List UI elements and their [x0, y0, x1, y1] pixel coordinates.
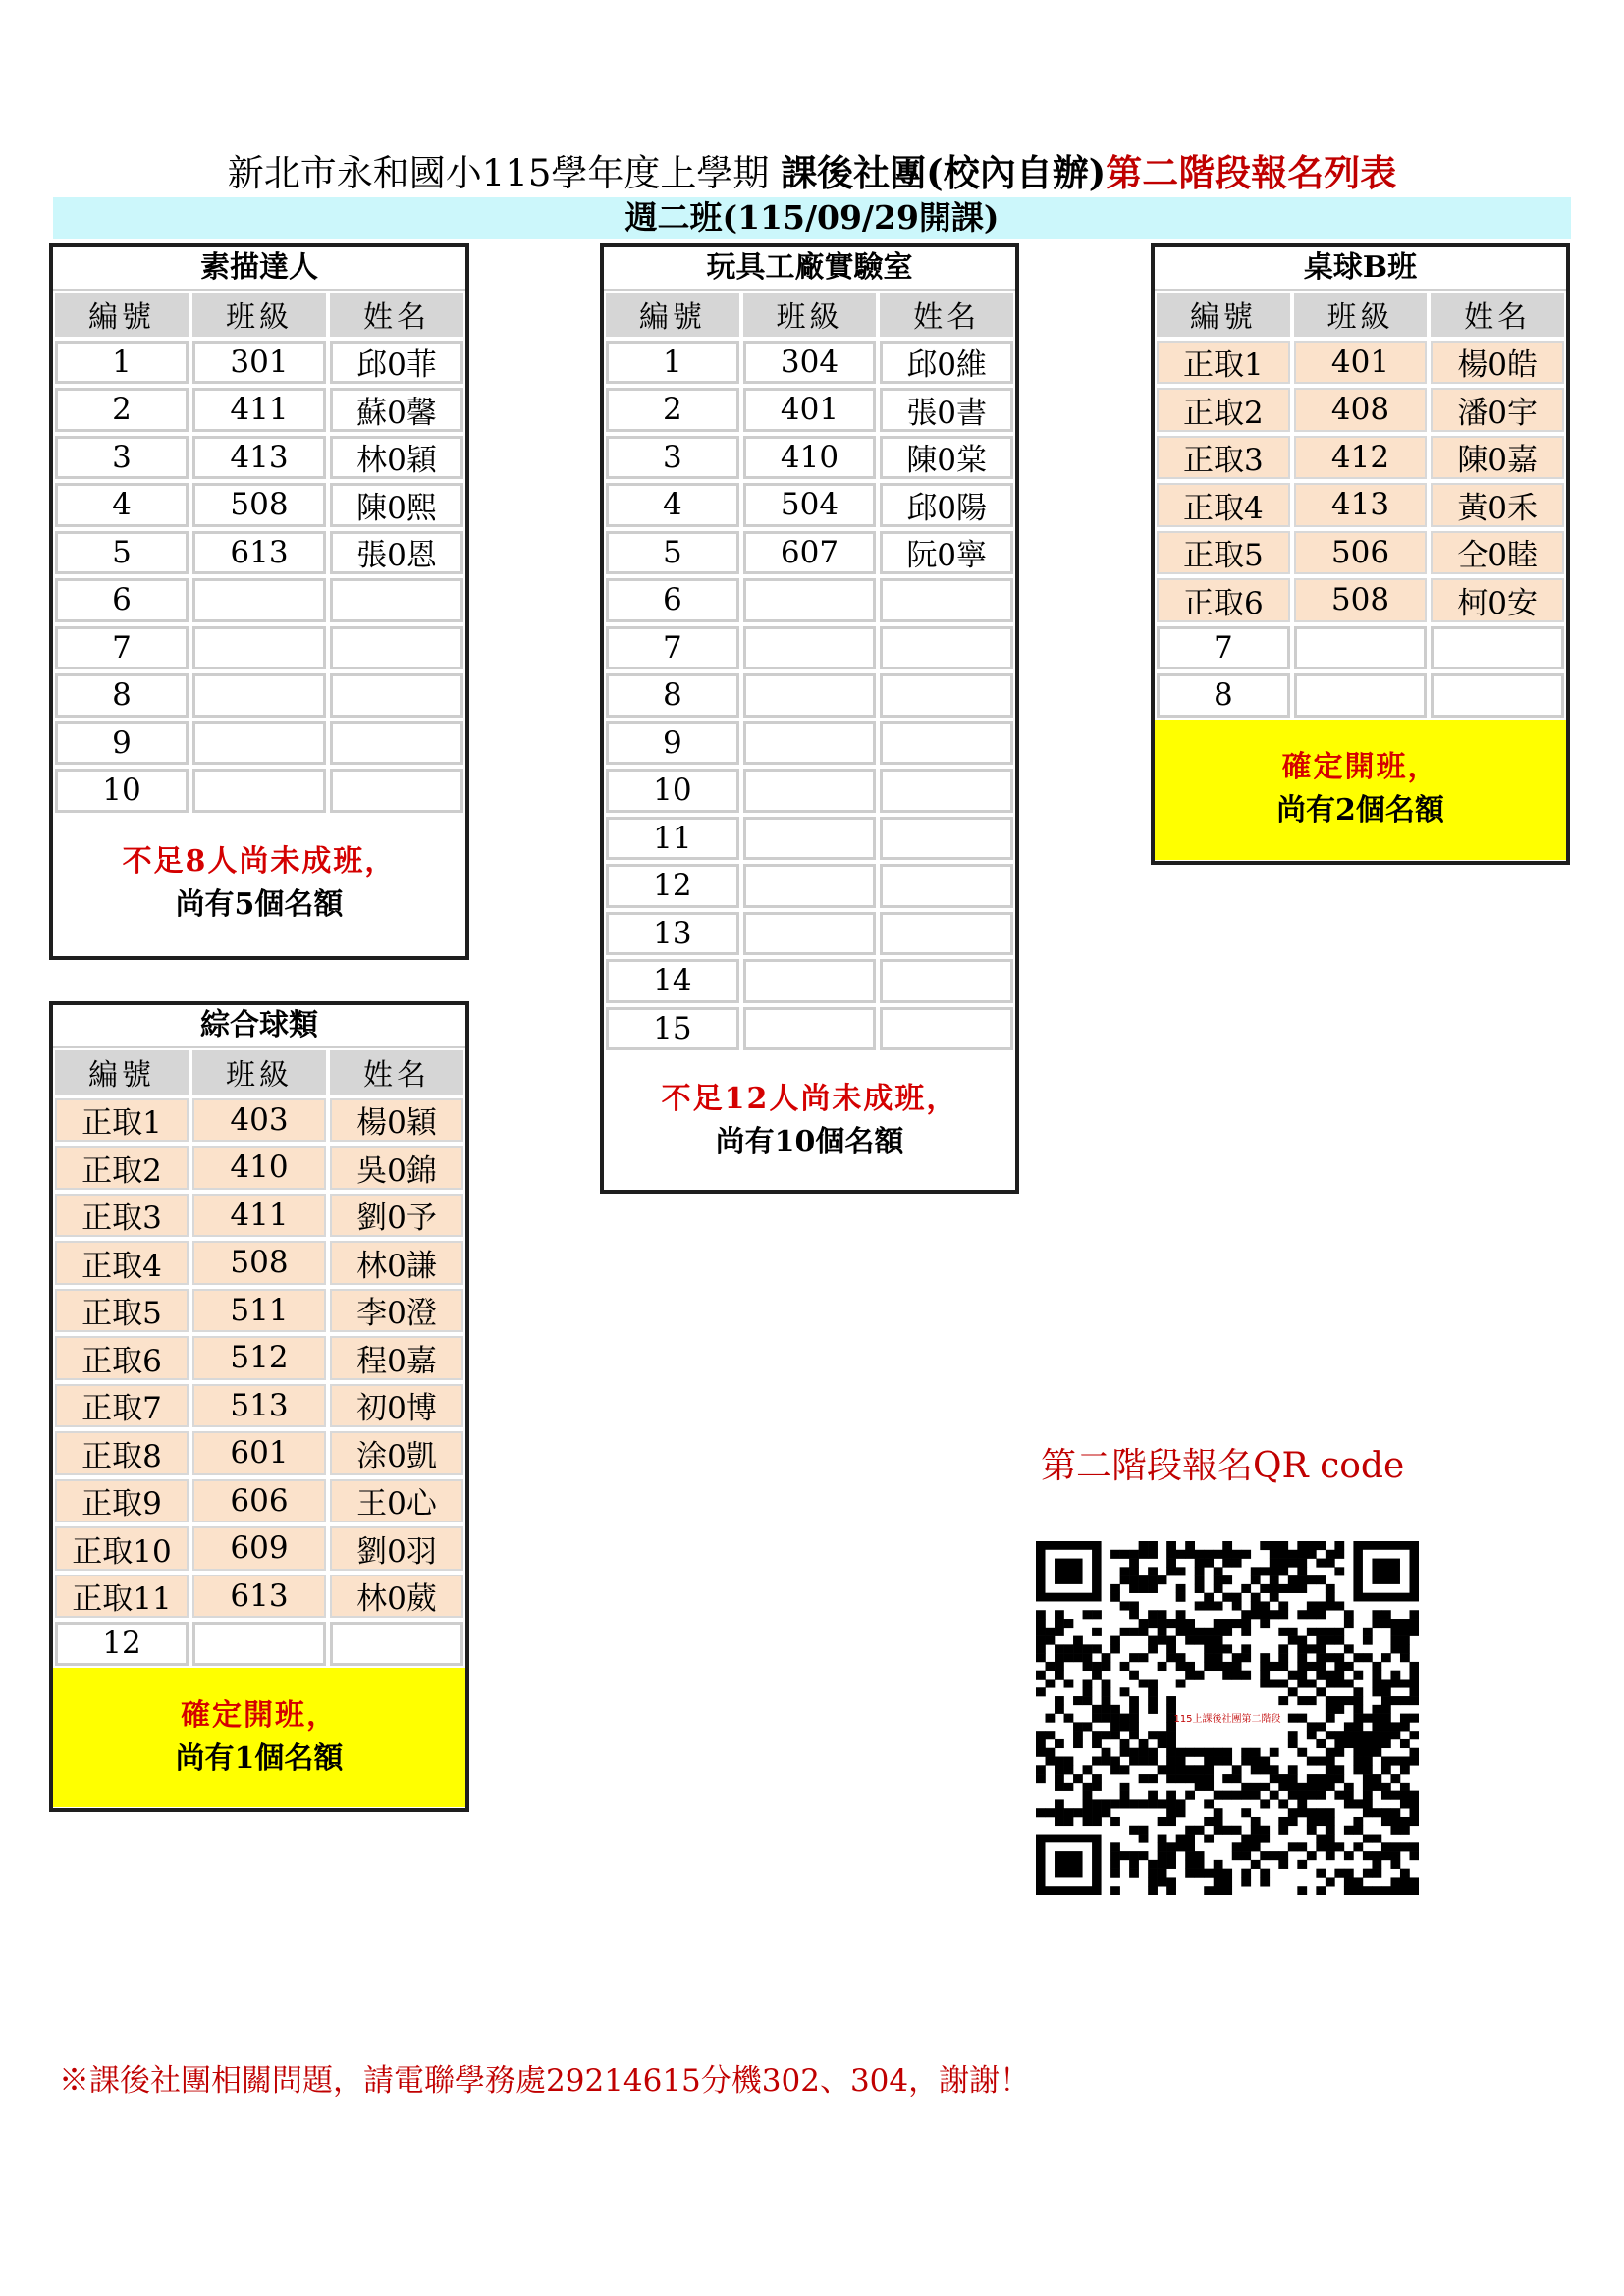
col-id-header: 編號	[55, 1050, 189, 1095]
cell-class: 401	[743, 388, 877, 432]
cell-name: 林0葳	[330, 1575, 463, 1619]
table-row	[1155, 529, 1566, 577]
table-row	[1155, 386, 1566, 434]
cell-id: 正取3	[55, 1194, 189, 1238]
cell-name	[880, 864, 1013, 908]
table-row	[53, 1429, 465, 1477]
cell-name	[880, 578, 1013, 622]
table-row	[1155, 624, 1566, 672]
table-row	[53, 1096, 465, 1145]
col-name-header: 姓名	[330, 293, 463, 337]
table-row	[604, 576, 1015, 624]
cell-name: 邱0陽	[880, 483, 1013, 527]
cell-class	[743, 626, 877, 670]
qr-center-label: 115上課後社團第二階段	[1173, 1714, 1281, 1725]
cell-name	[880, 721, 1013, 766]
cell-id: 7	[606, 626, 739, 670]
cell-id: 正取1	[1157, 341, 1290, 385]
cell-class: 413	[1294, 483, 1428, 527]
status-line-1: 確定開班，	[1281, 750, 1439, 784]
status-line-2: 尚有5個名額	[175, 886, 344, 922]
page-title	[0, 149, 1624, 197]
cell-id: 正取9	[55, 1479, 189, 1523]
cell-class	[192, 626, 326, 670]
cell-id: 正取10	[55, 1526, 189, 1571]
panel-ball	[49, 1001, 469, 1812]
cell-id: 正取2	[55, 1146, 189, 1190]
table-row	[1155, 576, 1566, 624]
cell-name	[880, 959, 1013, 1003]
cell-name: 李0澄	[330, 1289, 463, 1333]
panel-title: 桌球B班	[1155, 247, 1566, 291]
table-row	[604, 1005, 1015, 1053]
cell-class	[743, 769, 877, 813]
table-row	[604, 386, 1015, 434]
cell-class: 304	[743, 341, 877, 385]
cell-class: 607	[743, 531, 877, 575]
cell-class	[743, 864, 877, 908]
cell-name: 張0書	[880, 388, 1013, 432]
cell-name	[330, 673, 463, 718]
cell-id: 9	[55, 721, 189, 766]
col-class-header: 班級	[192, 293, 326, 337]
table-row	[53, 481, 465, 529]
cell-class	[1294, 673, 1428, 718]
cell-id: 正取3	[1157, 436, 1290, 480]
table-row	[53, 671, 465, 720]
cell-class: 301	[192, 341, 326, 385]
cell-id: 8	[1157, 673, 1290, 718]
table-row	[1155, 671, 1566, 720]
cell-class: 504	[743, 483, 877, 527]
table-header-row	[53, 1048, 465, 1096]
cell-name: 王0心	[330, 1479, 463, 1523]
cell-class: 411	[192, 1194, 326, 1238]
cell-name	[330, 626, 463, 670]
cell-class	[1294, 626, 1428, 670]
table-row	[1155, 434, 1566, 482]
roster-table	[604, 291, 1015, 1052]
cell-name: 仝0睦	[1431, 531, 1564, 575]
cell-class: 508	[192, 483, 326, 527]
table-row	[53, 339, 465, 387]
cell-class: 506	[1294, 531, 1428, 575]
cell-class	[192, 578, 326, 622]
cell-class	[743, 1007, 877, 1051]
col-id-header: 編號	[606, 293, 739, 337]
cell-name	[330, 769, 463, 813]
cell-class: 606	[192, 1479, 326, 1523]
cell-id: 4	[606, 483, 739, 527]
cell-id: 正取11	[55, 1575, 189, 1619]
cell-class	[192, 769, 326, 813]
table-row	[604, 339, 1015, 387]
cell-name	[1431, 626, 1564, 670]
cell-id: 正取1	[55, 1098, 189, 1143]
cell-id: 正取5	[55, 1289, 189, 1333]
cell-name: 柯0安	[1431, 578, 1564, 622]
cell-class	[192, 1622, 326, 1666]
cell-id: 正取8	[55, 1431, 189, 1475]
cell-id: 正取6	[55, 1336, 189, 1380]
cell-id: 正取5	[1157, 531, 1290, 575]
cell-id: 4	[55, 483, 189, 527]
cell-id: 正取4	[55, 1241, 189, 1285]
table-row	[53, 386, 465, 434]
cell-name: 邱0維	[880, 341, 1013, 385]
cell-name	[880, 1007, 1013, 1051]
cell-class: 512	[192, 1336, 326, 1380]
status-line-1: 不足12人尚未成班，	[661, 1082, 958, 1116]
cell-class	[743, 817, 877, 861]
panel-sketch	[49, 243, 469, 960]
cell-class	[743, 721, 877, 766]
table-row	[53, 1287, 465, 1335]
cell-class	[743, 673, 877, 718]
status-line-2: 尚有2個名額	[1276, 793, 1444, 828]
cell-name: 程0嘉	[330, 1336, 463, 1380]
cell-name: 蘇0馨	[330, 388, 463, 432]
table-row	[604, 815, 1015, 863]
title-mid: 課後社團(校內自辦)	[781, 151, 1107, 194]
cell-class: 408	[1294, 388, 1428, 432]
cell-name: 楊0皓	[1431, 341, 1564, 385]
table-row	[604, 671, 1015, 720]
cell-name: 潘0宇	[1431, 388, 1564, 432]
cell-name: 劉0予	[330, 1194, 463, 1238]
table-row	[53, 1477, 465, 1525]
roster-table	[53, 291, 465, 815]
cell-id: 8	[55, 673, 189, 718]
col-class-header: 班級	[743, 293, 877, 337]
table-row	[53, 1620, 465, 1668]
status-line-2: 尚有1個名額	[175, 1740, 344, 1776]
panel-pingpong	[1151, 243, 1570, 865]
table-row	[53, 1524, 465, 1573]
cell-name	[330, 578, 463, 622]
status-box	[604, 1052, 1015, 1190]
cell-class: 410	[743, 436, 877, 480]
cell-class: 411	[192, 388, 326, 432]
table-row	[53, 1144, 465, 1192]
cell-name: 陳0嘉	[1431, 436, 1564, 480]
status-line-1: 不足8人尚未成班，	[122, 843, 397, 879]
col-id-header: 編號	[55, 293, 189, 337]
table-row	[53, 1573, 465, 1621]
status-line-2: 尚有10個名額	[715, 1125, 904, 1159]
cell-name	[880, 912, 1013, 956]
cell-name: 陳0熙	[330, 483, 463, 527]
table-row	[53, 1239, 465, 1287]
cell-id: 3	[606, 436, 739, 480]
table-row	[53, 529, 465, 577]
cell-name	[880, 626, 1013, 670]
col-name-header: 姓名	[1431, 293, 1564, 337]
table-row	[604, 957, 1015, 1005]
cell-name: 劉0羽	[330, 1526, 463, 1571]
cell-id: 10	[606, 769, 739, 813]
cell-class: 601	[192, 1431, 326, 1475]
cell-id: 10	[55, 769, 189, 813]
cell-id: 1	[606, 341, 739, 385]
table-row	[604, 767, 1015, 815]
cell-name: 初0博	[330, 1384, 463, 1428]
cell-id: 5	[55, 531, 189, 575]
cell-class	[743, 578, 877, 622]
table-row	[604, 434, 1015, 482]
cell-name: 陳0棠	[880, 436, 1013, 480]
table-row	[53, 767, 465, 815]
cell-name	[880, 673, 1013, 718]
table-row	[604, 910, 1015, 958]
cell-id: 6	[55, 578, 189, 622]
page-subtitle: 週二班(115/09/29開課)	[53, 197, 1571, 239]
qr-code-graphic	[1036, 1541, 1419, 1895]
cell-name: 張0恩	[330, 531, 463, 575]
table-row	[53, 576, 465, 624]
cell-id: 9	[606, 721, 739, 766]
table-row	[1155, 481, 1566, 529]
col-class-header: 班級	[192, 1050, 326, 1095]
panel-title: 素描達人	[53, 247, 465, 291]
table-row	[604, 624, 1015, 672]
table-header-row	[53, 291, 465, 339]
qr-code-image[interactable]	[1036, 1541, 1419, 1895]
cell-class: 508	[192, 1241, 326, 1285]
cell-class: 513	[192, 1384, 326, 1428]
title-suffix: 第二階段報名列表	[1106, 151, 1397, 194]
cell-id: 2	[606, 388, 739, 432]
cell-name: 吳0錦	[330, 1146, 463, 1190]
cell-class: 609	[192, 1526, 326, 1571]
cell-class: 410	[192, 1146, 326, 1190]
status-box	[53, 815, 465, 952]
cell-class: 613	[192, 1575, 326, 1619]
cell-name: 林0穎	[330, 436, 463, 480]
table-row	[53, 1334, 465, 1382]
cell-name: 阮0寧	[880, 531, 1013, 575]
title-prefix: 新北市永和國小115學年度上學期	[227, 152, 770, 194]
cell-id: 12	[606, 864, 739, 908]
table-row	[53, 434, 465, 482]
col-name-header: 姓名	[330, 1050, 463, 1095]
cell-id: 14	[606, 959, 739, 1003]
cell-class: 613	[192, 531, 326, 575]
cell-class: 403	[192, 1098, 326, 1143]
cell-id: 15	[606, 1007, 739, 1051]
cell-class	[192, 673, 326, 718]
cell-id: 正取2	[1157, 388, 1290, 432]
table-row	[53, 1192, 465, 1240]
table-row	[53, 1382, 465, 1430]
col-class-header: 班級	[1294, 293, 1428, 337]
status-box	[1155, 720, 1566, 860]
cell-class	[743, 912, 877, 956]
cell-id: 6	[606, 578, 739, 622]
qr-caption: 第二階段報名QR code	[1041, 1446, 1405, 1486]
cell-id: 5	[606, 531, 739, 575]
cell-id: 13	[606, 912, 739, 956]
cell-name: 黃0禾	[1431, 483, 1564, 527]
cell-class: 412	[1294, 436, 1428, 480]
cell-id: 11	[606, 817, 739, 861]
cell-name	[330, 1622, 463, 1666]
cell-name: 邱0菲	[330, 341, 463, 385]
cell-id: 2	[55, 388, 189, 432]
table-row	[604, 529, 1015, 577]
cell-id: 12	[55, 1622, 189, 1666]
cell-name: 涂0凱	[330, 1431, 463, 1475]
cell-name: 楊0穎	[330, 1098, 463, 1143]
table-row	[53, 624, 465, 672]
cell-id: 正取7	[55, 1384, 189, 1428]
cell-id: 正取6	[1157, 578, 1290, 622]
panel-title: 綜合球類	[53, 1005, 465, 1048]
table-row	[604, 720, 1015, 768]
cell-name	[1431, 673, 1564, 718]
cell-class	[192, 721, 326, 766]
cell-name	[330, 721, 463, 766]
panel-title: 玩具工廠實驗室	[604, 247, 1015, 291]
cell-id: 1	[55, 341, 189, 385]
cell-class	[743, 959, 877, 1003]
roster-table	[1155, 291, 1566, 720]
cell-id: 7	[1157, 626, 1290, 670]
status-box	[53, 1668, 465, 1807]
cell-id: 3	[55, 436, 189, 480]
cell-id: 正取4	[1157, 483, 1290, 527]
cell-name	[880, 769, 1013, 813]
cell-class: 508	[1294, 578, 1428, 622]
table-row	[604, 862, 1015, 910]
table-header-row	[1155, 291, 1566, 339]
cell-id: 7	[55, 626, 189, 670]
table-row	[53, 720, 465, 768]
table-header-row	[604, 291, 1015, 339]
cell-class: 511	[192, 1289, 326, 1333]
status-line-1: 確定開班，	[181, 1697, 338, 1733]
col-name-header: 姓名	[880, 293, 1013, 337]
contact-note: ※課後社團相關問題，請電聯學務處29214615分機302、304，謝謝！	[59, 2063, 1031, 2099]
cell-class: 401	[1294, 341, 1428, 385]
table-row	[604, 481, 1015, 529]
cell-name	[880, 817, 1013, 861]
cell-class: 413	[192, 436, 326, 480]
cell-id: 8	[606, 673, 739, 718]
roster-table	[53, 1048, 465, 1668]
col-id-header: 編號	[1157, 293, 1290, 337]
cell-name: 林0謙	[330, 1241, 463, 1285]
panel-toy	[600, 243, 1019, 1194]
table-row	[1155, 339, 1566, 387]
